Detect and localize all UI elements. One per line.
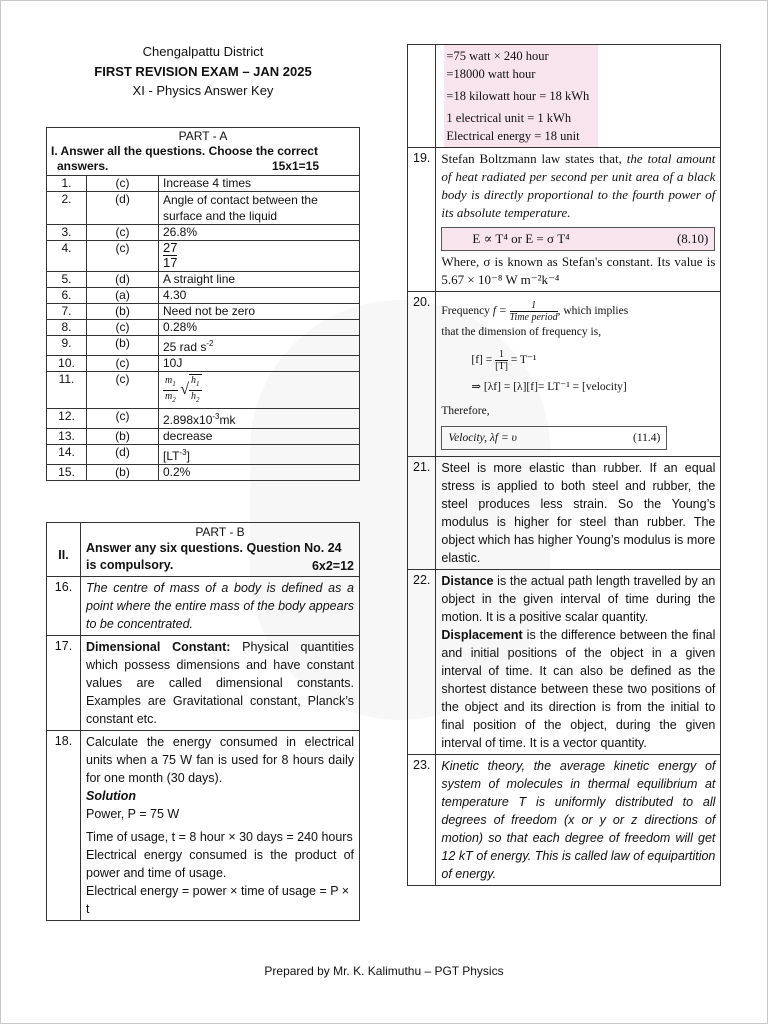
- table-row: [47, 372, 360, 409]
- table-row: [408, 570, 721, 755]
- part-b-continued-table: [407, 44, 721, 886]
- table-row: [47, 429, 360, 445]
- q22-distance-text: is the actual path length travelled by an object in the given interval of time during the motion. It is a positive scalar quantity.: [441, 574, 716, 624]
- q20-lambda-line: ⇒ [λf] = [λ][f]= LT⁻¹ = [velocity]: [471, 381, 627, 393]
- q-number: 6.: [47, 288, 87, 304]
- answer-superscript: -2: [206, 339, 214, 348]
- q22-answer: [436, 570, 721, 755]
- q19-where: Where, σ is known as Stefan's constant. Its value is 5.67 × 10⁻⁸ W m⁻²k⁻⁴: [441, 254, 716, 287]
- q19-answer: [436, 148, 721, 292]
- q-answer: 0.2%: [159, 465, 360, 481]
- q-number: 5.: [47, 272, 87, 288]
- q-answer: Increase 4 times: [159, 176, 360, 192]
- table-row: [47, 636, 360, 731]
- q20-velocity-box: [441, 426, 667, 450]
- district-title: Chengalpattu District: [142, 44, 264, 59]
- table-row: [408, 148, 721, 292]
- table-row: [47, 288, 360, 304]
- fraction-denominator: 17: [163, 255, 178, 270]
- q-option: (c): [87, 372, 159, 409]
- q-answer: [159, 241, 360, 272]
- answer-superscript: -3: [212, 412, 220, 421]
- q22-distance-term: Distance: [441, 574, 494, 588]
- q22-displacement-term: Displacement: [441, 628, 523, 642]
- q17-text: Physical quantities which possess dimensions and have constant values are called dimensional constants. Examples are Gravitational constant, Planck’s constant etc.: [86, 640, 354, 726]
- q-answer: Need not be zero: [159, 304, 360, 320]
- q18-power: Power, P = 75 W: [86, 807, 180, 821]
- q18-time: Time of usage, t = 8 hour × 30 days = 240 hours: [86, 830, 353, 844]
- calc-line: =18000 watt hour: [446, 67, 536, 81]
- q-number: 8.: [47, 320, 87, 336]
- q-number: 3.: [47, 225, 87, 241]
- answer-text: 2.898x10: [163, 413, 213, 427]
- m2-sub: 2: [172, 395, 176, 404]
- table-row: [47, 409, 360, 429]
- q-answer: [159, 445, 360, 465]
- q20-dim-rhs: = T⁻¹: [510, 354, 537, 367]
- q-number: 13.: [47, 429, 87, 445]
- h1-sub: 1: [196, 380, 200, 388]
- q20-f-num: 1: [510, 300, 558, 312]
- table-row: [47, 192, 360, 225]
- table-row: [47, 445, 360, 465]
- part-a-heading: [47, 128, 360, 176]
- q-number: 17.: [47, 636, 81, 731]
- answer-text: 25 rad s: [163, 340, 207, 354]
- q-option: (d): [87, 192, 159, 225]
- part-b-heading: [81, 523, 360, 577]
- q-option: (c): [87, 356, 159, 372]
- q-answer: [159, 409, 360, 429]
- q-answer: A straight line: [159, 272, 360, 288]
- q-option: (b): [87, 304, 159, 320]
- calc-line: Electrical energy = 18 unit: [446, 129, 580, 143]
- fraction: [163, 241, 177, 270]
- q20-frequency-line: [441, 300, 715, 323]
- table-row: [408, 755, 721, 886]
- q-number: 22.: [408, 570, 436, 755]
- part-b-title: PART - B: [195, 525, 245, 539]
- q20-dimension-eq: [441, 349, 715, 372]
- q22-displacement-text: is the difference between the final and initial positions of the object in a given interval of time. It can also be defined as the shortest distance between these two positions of the object and its direction is from the initial to final position of the object, during the given interval of time. It is a vector quantity.: [441, 628, 716, 750]
- q-option: (b): [87, 336, 159, 356]
- q19-equation-box: [441, 227, 715, 251]
- table-row: [47, 176, 360, 192]
- part-b-instruction: Answer any six questions. Question No. 24 is compulsory.: [86, 541, 342, 572]
- q20-f-symbol: f =: [492, 305, 507, 318]
- mass-ratio: [163, 375, 178, 406]
- q-number: 7.: [47, 304, 87, 320]
- q-number: 10.: [47, 356, 87, 372]
- q-answer: Angle of contact between the surface and the liquid: [159, 192, 360, 225]
- q-number: 9.: [47, 336, 87, 356]
- height-ratio: [189, 374, 202, 406]
- part-a-instruction-end: answers.: [57, 159, 109, 173]
- q21-answer: Steel is more elastic than rubber. If an equal stress is applied to both steel and rubber, the steel produces less strain. So the Young’s modulus is higher for steel than rubber. The object which has higher Young’s modulus is more elastic.: [436, 457, 721, 570]
- q-answer: decrease: [159, 429, 360, 445]
- q-option: (a): [87, 288, 159, 304]
- part-a-title: PART - A: [178, 129, 228, 143]
- exam-title: FIRST REVISION EXAM – JAN 2025: [94, 64, 312, 79]
- q-number: 23.: [408, 755, 436, 886]
- q-option: (d): [87, 445, 159, 465]
- q-number: 16.: [47, 577, 81, 636]
- h2-sub: 2: [196, 396, 200, 404]
- fraction-numerator: 27: [163, 240, 178, 255]
- q-answer: 10J: [159, 356, 360, 372]
- q20-dim-num: 1: [495, 349, 508, 361]
- q23-answer: Kinetic theory, the average kinetic energy of system of molecules in thermal equilibrium at temperature T is uniformly distributed to all degrees of freedom (x or y or z directions of motion) so that each degree of freedom will get 12 kT of energy. This is called law of equipartition of energy.: [436, 755, 721, 886]
- q17-term: Dimensional Constant:: [86, 640, 231, 654]
- q-number: 12.: [47, 409, 87, 429]
- q-option: (c): [87, 225, 159, 241]
- part-b-marks: 6x2=12: [311, 559, 354, 573]
- table-row: [47, 336, 360, 356]
- calc-line: 1 electrical unit = 1 kWh: [446, 111, 572, 125]
- m2-symbol: m: [165, 390, 173, 402]
- table-row: [47, 465, 360, 481]
- part-a-table: [46, 127, 360, 481]
- q-option: (c): [87, 409, 159, 429]
- table-row: [408, 45, 721, 148]
- q20-implies: , which implies: [557, 305, 629, 318]
- answer-unit: mk: [219, 413, 236, 427]
- q19-lead: Stefan Boltzmann law states that,: [441, 151, 627, 166]
- q-answer: 4.30: [159, 288, 360, 304]
- m1-sub: 1: [172, 379, 176, 388]
- q-answer: 26.8%: [159, 225, 360, 241]
- table-row: [47, 356, 360, 372]
- q20-dim-lhs: [f] =: [471, 354, 493, 367]
- part-b-table: [46, 522, 360, 921]
- q20-dim-text: that the dimension of frequency is,: [441, 326, 602, 338]
- table-row: [47, 241, 360, 272]
- answer-tail: ]: [186, 449, 190, 463]
- q17-answer: [81, 636, 360, 731]
- q19-law: the total amount of heat radiated per second per unit area of a black body is directly proportional to the fourth power of its absolute temperature.: [441, 151, 716, 220]
- answer-text: [LT: [163, 449, 180, 463]
- table-row: [47, 304, 360, 320]
- q20-freq-lead: Frequency: [441, 305, 493, 318]
- q-number: 19.: [408, 148, 436, 292]
- sqrt-icon: √: [180, 381, 190, 398]
- q20-velocity: Velocity, λf = υ: [448, 432, 517, 444]
- q20-answer: [436, 292, 721, 457]
- q20-velocity-number: (11.4): [633, 432, 661, 444]
- h2-symbol: h: [191, 391, 197, 402]
- part-b-roman: II.: [47, 523, 81, 577]
- q20-therefore: Therefore,: [441, 405, 490, 417]
- part-a-instruction-line2: [51, 159, 355, 174]
- q-number: 4.: [47, 241, 87, 272]
- subject-title: XI - Physics Answer Key: [132, 83, 274, 98]
- m1-symbol: m: [165, 374, 173, 386]
- q18-question: Calculate the energy consumed in electrical units when a 75 W fan is used for 8 hours daily for one month (30 days).: [86, 735, 354, 785]
- table-row: [47, 272, 360, 288]
- q20-dim-den: [T]: [495, 361, 508, 372]
- table-row: [47, 577, 360, 636]
- table-row: [47, 320, 360, 336]
- q18-formula: Electrical energy = power × time of usage = P × t: [86, 884, 350, 916]
- q-answer: [159, 336, 360, 356]
- q-number: 20.: [408, 292, 436, 457]
- q20-dim-fraction: [495, 349, 508, 372]
- q-number-empty: [408, 45, 436, 148]
- q-option: (b): [87, 465, 159, 481]
- q18-energy-def: Electrical energy consumed is the product of power and time of usage.: [86, 848, 354, 880]
- q-number: 21.: [408, 457, 436, 570]
- q-number: 18.: [47, 731, 81, 921]
- calc-line: =18 kilowatt hour = 18 kWh: [446, 89, 590, 103]
- h1-symbol: h: [191, 375, 197, 386]
- q-number: 14.: [47, 445, 87, 465]
- table-row: [47, 731, 360, 921]
- q20-f-den: Time period: [509, 312, 558, 323]
- table-row: [47, 225, 360, 241]
- q18-calculation: [436, 45, 721, 148]
- q-option: (d): [87, 272, 159, 288]
- q-option: (c): [87, 241, 159, 272]
- q-number: 2.: [47, 192, 87, 225]
- q-answer: 0.28%: [159, 320, 360, 336]
- q19-equation: E ∝ T⁴ or E = σ T⁴: [472, 231, 570, 246]
- part-a-marks: 15x1=15: [271, 159, 319, 173]
- q-number: 1.: [47, 176, 87, 192]
- calc-block: [444, 45, 598, 147]
- q16-answer: The centre of mass of a body is defined as a point where the entire mass of the body appears to be concentrated.: [81, 577, 360, 636]
- part-a-instruction: I. Answer all the questions. Choose the correct: [51, 144, 318, 158]
- q19-equation-number: (8.10): [676, 231, 709, 246]
- answer-superscript: -3: [179, 448, 187, 457]
- q-option: (c): [87, 320, 159, 336]
- footer-credit: Prepared by Mr. K. Kalimuthu – PGT Physics: [264, 964, 504, 978]
- q-answer-formula: [159, 372, 360, 409]
- q-option: (c): [87, 176, 159, 192]
- q18-solution-label: Solution: [86, 789, 136, 803]
- q-number: 11.: [47, 372, 87, 409]
- q20-frequency-fraction: [510, 300, 558, 323]
- q-option: (b): [87, 429, 159, 445]
- table-row: [408, 457, 721, 570]
- q-number: 15.: [47, 465, 87, 481]
- table-row: [408, 292, 721, 457]
- calc-line: =75 watt × 240 hour: [446, 49, 549, 63]
- q18-answer: [81, 731, 360, 921]
